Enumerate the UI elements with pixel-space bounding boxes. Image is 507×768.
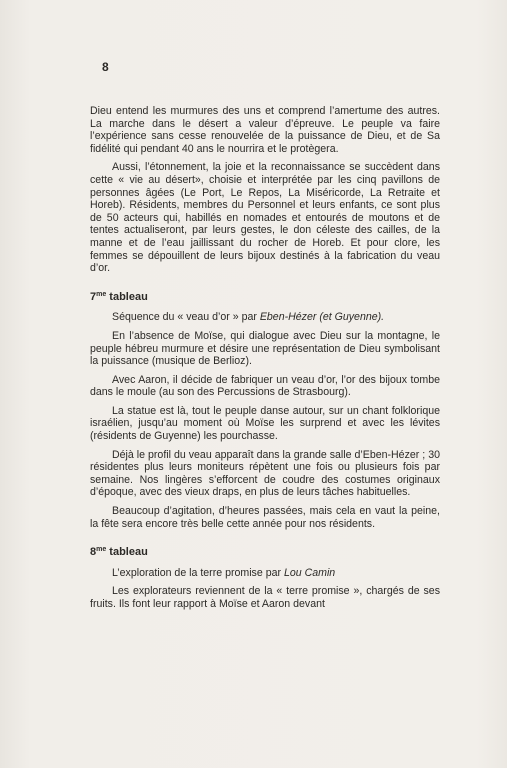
paragraph: Dieu entend les murmures des uns et comprend l’amertume des autres. La marche dans le désert a valeur d’épreuve. Le peuple va faire l’expérience sans cesse renouvelée de la puissance de Dieu, et de Sa fidélité qui pendant 40 ans le nourrira et le protègera. xyxy=(90,105,440,155)
section-subtitle xyxy=(90,567,440,580)
paragraph: La statue est là, tout le peuple danse autour, sur un chant folklorique israélien, jusqu’au moment où Moïse les surprend et avec les lévites (résidents de Guyenne) les pourchasse. xyxy=(90,404,440,443)
section-heading-tableau-8 xyxy=(90,544,440,559)
section-heading-tableau-7 xyxy=(90,289,440,304)
heading-word: tableau xyxy=(106,290,148,303)
paragraph: En l’absence de Moïse, qui dialogue avec Dieu sur la montagne, le peuple hébreu murmure et désire une représentation de Dieu symbolisant la puissance (musique de Berlioz). xyxy=(90,329,440,368)
heading-superscript: me xyxy=(96,546,107,554)
heading-word: tableau xyxy=(106,546,148,559)
heading-number: 7 xyxy=(90,290,97,303)
paragraph: Les explorateurs reviennent de la « terre promise », chargés de ses fruits. Ils font leur rapport à Moïse et Aaron devant xyxy=(90,585,440,610)
paragraph: Avec Aaron, il décide de fabriquer un veau d’or, l’or des bijoux tombe dans le moule (au son des Percussions de Strasbourg). xyxy=(90,373,440,399)
subtitle-text: L’exploration de la terre promise par xyxy=(112,566,284,579)
section-subtitle xyxy=(90,311,440,324)
subtitle-italic: Lou Camin xyxy=(283,566,336,579)
paragraph: Aussi, l’étonnement, la joie et la reconnaissance se succèdent dans cette « vie au désert», choisie et interprétée par les cinq pavillons de personnes âgées (Le Port, Le Repos, La Miséricorde, La Retraite et Horeb). Résidents, membres du Personnel et leurs enfants, ce sont plus de 50 acteurs qui, habillés en nomades et entourés de moutons et de tentes actualiseront, par leurs gestes, le don céleste des cailles, de la manne et de l’eau jaillissant du rocher de Horeb. Et pour clore, les femmes se dépouillent de leurs bijoux destinés à la fabrication du veau d’or. xyxy=(90,161,440,275)
paragraph: Déjà le profil du veau apparaît dans la grande salle d’Eben-Hézer ; 30 résidentes plus leurs moniteurs répètent une fois ou plusieurs fois par semaine. Nos lingères s’efforcent de coudre des costumes originaux d’époque, avec des vieux draps, en plus de leurs tâches habituelles. xyxy=(90,448,440,499)
subtitle-italic: Eben-Hézer (et Guyenne). xyxy=(259,311,385,324)
paragraph: Beaucoup d’agitation, d’heures passées, mais cela en vaut la peine, la fête sera encore très belle cette année pour nos résidents. xyxy=(90,505,440,530)
heading-superscript: me xyxy=(96,290,107,298)
heading-number: 8 xyxy=(90,546,97,559)
subtitle-text: Séquence du « veau d’or » par xyxy=(112,311,260,324)
page-number: 8 xyxy=(102,60,109,74)
document-body xyxy=(90,102,440,617)
